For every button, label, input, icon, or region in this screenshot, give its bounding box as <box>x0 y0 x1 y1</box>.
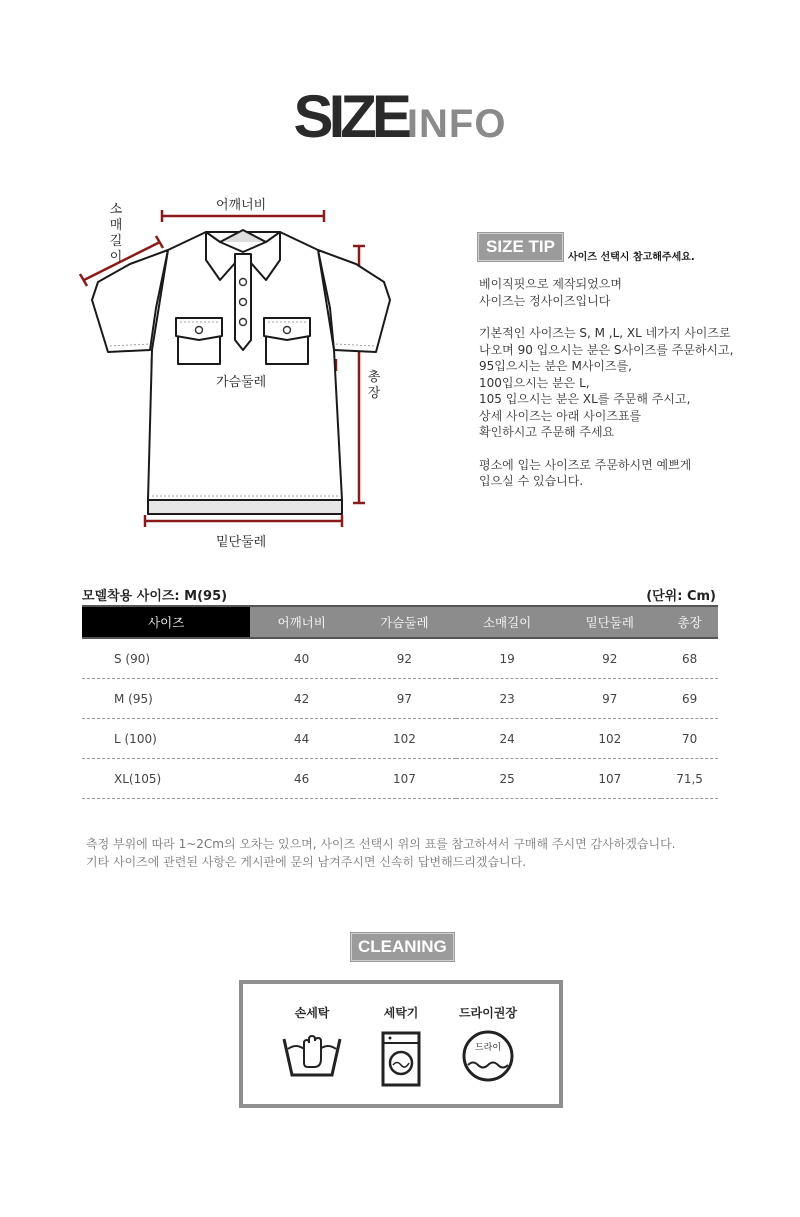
table-cell: 24 <box>456 719 559 759</box>
cleaning-item-label: 드라이권장 <box>459 1006 517 1020</box>
cleaning-badge <box>351 933 454 961</box>
header-size: 사이즈 <box>82 606 250 638</box>
model-size-label: 모델착용 사이즈: M(95) <box>82 589 228 604</box>
tip-line: 기본적인 사이즈는 S, M ,L, XL 네가지 사이즈로 <box>479 326 731 340</box>
measurement-notes <box>86 835 675 871</box>
table-cell: 71,5 <box>661 759 718 799</box>
table-cell: 92 <box>353 638 456 679</box>
table-cell: L (100) <box>82 719 250 759</box>
tip-line: 105 입으시는 분은 XL를 주문해 주시고, <box>479 392 691 406</box>
table-row <box>82 719 718 759</box>
tip-line: 100입으시는 분은 L, <box>479 375 590 390</box>
header-shoulder: 어깨너비 <box>250 606 353 638</box>
cleaning-item-hand-wash <box>267 1004 357 1083</box>
tip-line: 입으실 수 있습니다. <box>479 474 584 488</box>
cleaning-box <box>239 980 563 1108</box>
table-cell: M (95) <box>82 679 250 719</box>
tip-line: 확인하시고 주문해 주세요 <box>479 425 615 439</box>
table-cell: 70 <box>661 719 718 759</box>
size-tip-badge-label: SIZE TIP <box>478 233 563 261</box>
note-line: 측정 부위에 따라 1~2Cm의 오차는 있으며, 사이즈 선택시 위의 표를 참고하셔서 구매해 주시면 감사하겠습니다. <box>86 837 676 851</box>
table-row <box>82 638 718 679</box>
unit-label: (단위: Cm) <box>646 589 716 604</box>
dry-clean-icon <box>458 1029 518 1083</box>
size-tip-body <box>479 276 779 490</box>
tip-line: 베이직핏으로 제작되었으며 <box>479 277 622 291</box>
table-cell: 97 <box>558 679 661 719</box>
header-length: 총장 <box>661 606 718 638</box>
size-tip-note: 사이즈 선택시 참고해주세요. <box>568 252 695 263</box>
table-row <box>82 679 718 719</box>
tip-line: 평소에 입는 사이즈로 주문하시면 예쁘게 <box>479 457 692 472</box>
cleaning-item-dry-clean <box>443 1004 533 1083</box>
table-cell: 42 <box>250 679 353 719</box>
table-row <box>82 759 718 799</box>
table-cell: 92 <box>558 638 661 679</box>
table-cell: S (90) <box>82 638 250 679</box>
table-cell: XL(105) <box>82 759 250 799</box>
title-main: SIZE <box>293 83 407 150</box>
header-chest: 가슴둘레 <box>353 606 456 638</box>
size-table <box>82 605 718 799</box>
tip-line: 상세 사이즈는 아래 사이즈표를 <box>479 408 642 423</box>
tip-line: 사이즈는 정사이즈입니다 <box>479 293 611 308</box>
table-cell: 40 <box>250 638 353 679</box>
table-cell: 107 <box>353 759 456 799</box>
cleaning-item-label: 세탁기 <box>383 1006 419 1020</box>
dry-clean-circle <box>458 1029 518 1083</box>
shoulder-label: 어깨너비 <box>216 198 267 213</box>
shirt-diagram <box>70 190 400 560</box>
hem-label: 밑단둘레 <box>216 535 267 550</box>
table-cell: 19 <box>456 638 559 679</box>
cleaning-badge-label: CLEANING <box>351 933 454 961</box>
cleaning-item-label: 손세탁 <box>294 1006 330 1020</box>
header-hem: 밑단둘레 <box>558 606 661 638</box>
table-cell: 44 <box>250 719 353 759</box>
header-sleeve: 소매길이 <box>456 606 559 638</box>
note-line: 기타 사이즈에 관련된 사항은 게시판에 문의 남겨주시면 신속히 답변해드리겠습니다. <box>86 855 527 869</box>
table-cell: 102 <box>558 719 661 759</box>
chest-label: 가슴둘레 <box>216 375 267 390</box>
table-cell: 69 <box>661 679 718 719</box>
sleeve-label: 소 매 길 이 <box>109 202 123 265</box>
table-cell: 46 <box>250 759 353 799</box>
table-cell: 25 <box>456 759 559 799</box>
table-cell: 107 <box>558 759 661 799</box>
washing-machine-icon <box>379 1029 423 1089</box>
table-cell: 68 <box>661 638 718 679</box>
title-sub: INFO <box>406 102 507 146</box>
table-cell: 23 <box>456 679 559 719</box>
tip-line: 나오며 90 입으시는 분은 S사이즈를 주문하시고, <box>479 342 734 357</box>
table-header-row <box>82 606 718 638</box>
size-tip-badge <box>478 233 563 261</box>
table-cell: 97 <box>353 679 456 719</box>
hand-wash-icon <box>280 1029 344 1083</box>
tip-line: 95입으시는 분은 M사이즈를, <box>479 359 632 373</box>
cleaning-item-washing-machine <box>356 1004 446 1089</box>
dry-clean-icon-text: 드라이 <box>474 1043 502 1053</box>
page-title <box>0 82 800 151</box>
table-cell: 102 <box>353 719 456 759</box>
length-label: 총 장 <box>367 370 381 401</box>
